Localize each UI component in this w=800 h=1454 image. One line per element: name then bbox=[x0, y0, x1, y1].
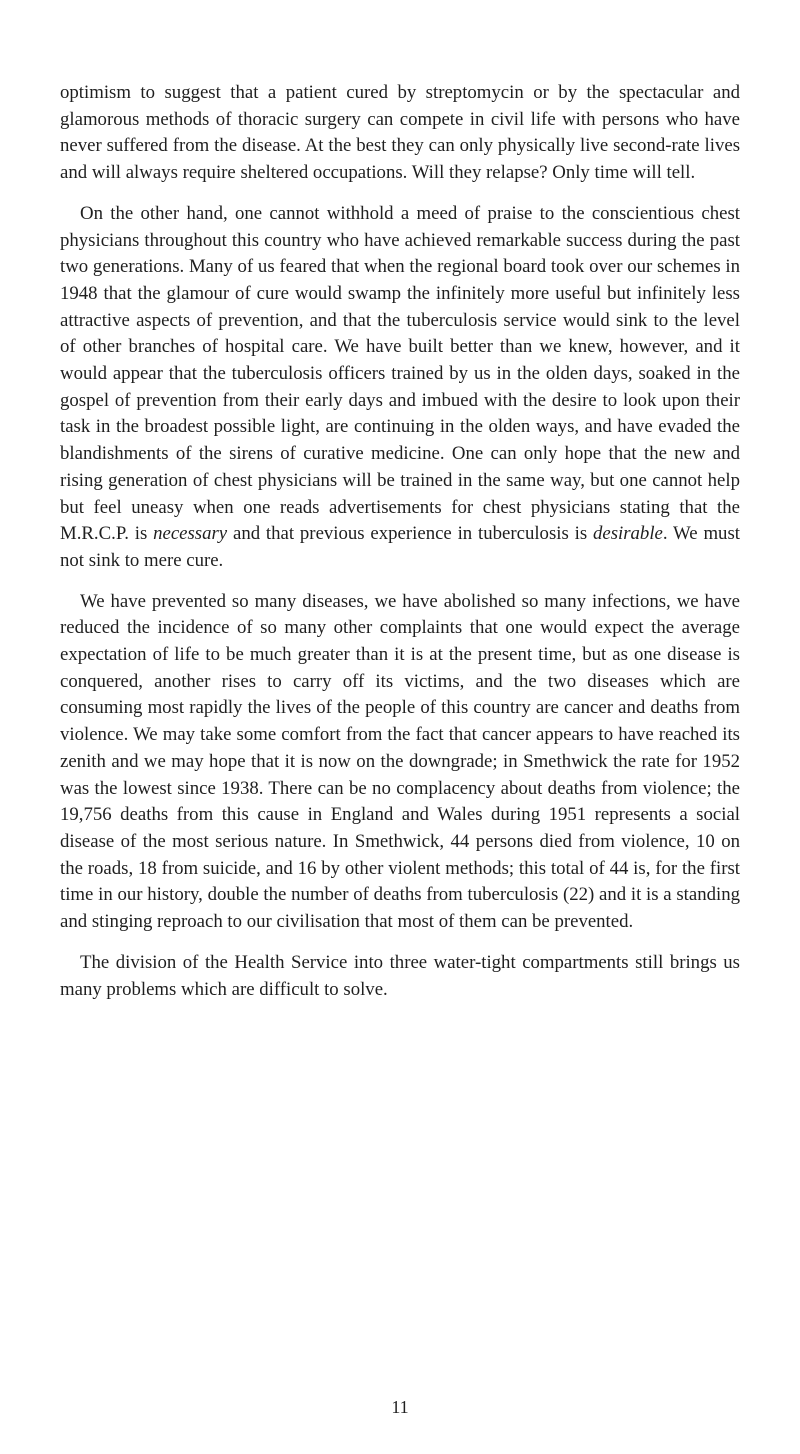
paragraph-1 bbox=[60, 80, 740, 187]
body-text bbox=[60, 80, 740, 1003]
emphasis-necessary: necessary bbox=[153, 523, 228, 545]
paragraph-3-text: We have prevented so many diseases, we have abolished so many infections, we have reduced the incidence of so many other complaints that one would expect the average expectation of life to be much greater than it is at the present time, but as one disease is conquered, another rises to carry off its victims, and the two diseases which are consuming most rapidly the lives of the people of this country are cancer and deaths from violence. We may take some comfort from the fact that cancer appears to have reached its zenith and we may hope that it is now on the downgrade; in Smethwick the rate for 1952 was the lowest since 1938. There can be no complacency about deaths from violence; the 19,756 deaths from this cause in England and Wales during 1951 represents a social disease of the most serious nature. In Smethwick, 44 persons died from violence, 10 on the roads, 18 from suicide, and 16 by other violent methods; this total of 44 is, for the first time in our history, double the number of deaths from tuberculosis (22) and it is a standing and stinging reproach to our civilisation that most of them can be prevented. bbox=[60, 590, 740, 933]
paragraph-2-text: On the other hand, one cannot withhold a meed of praise to the conscientious chest physicians throughout this country who have achieved remarkable success during the past two generations. Many of us feared that when the regional board took over our schemes in 1948 that the glamour of cure would swamp the infinitely more useful but infinitely less attractive aspects of prevention, and that the tuberculosis service would sink to the level of other branches of hospital care. We have built better than we knew, however, and it would appear that the tuberculosis officers trained by us in the olden days, soaked in the gospel of prevention from their early days and imbued with the desire to look upon their task in the broadest possible light, are continuing in the olden ways, and have evaded the blandishments of the sirens of curative medicine. One can only hope that the new and rising generation of chest physicians will be trained in the same way, but one cannot help but feel uneasy when one reads advertisements for chest physicians stating that the M.R.C.P. is bbox=[60, 202, 740, 545]
paragraph-4-text: The division of the Health Service into three water-tight compartments still brings us many problems which are difficult to solve. bbox=[60, 951, 740, 1000]
paragraph-2-mid: and that previous experience in tuberculosis is bbox=[232, 523, 588, 545]
page-number: 11 bbox=[391, 1397, 409, 1417]
paragraph-4 bbox=[60, 950, 740, 1003]
paragraph-2 bbox=[60, 201, 740, 575]
paragraph-1-text: optimism to suggest that a patient cured by streptomycin or by the spectacular and glamorous methods of thoracic surgery can compete in civil life with persons who have never suffered from the disease. At the best they can only physically live second-rate lives and will always require sheltered occupations. Will they relapse? Only time will tell. bbox=[60, 82, 740, 184]
paragraph-3 bbox=[60, 589, 740, 936]
paragraph-2-end: . We must not sink to mere cure. bbox=[60, 523, 740, 571]
emphasis-desirable: desirable bbox=[592, 523, 663, 545]
